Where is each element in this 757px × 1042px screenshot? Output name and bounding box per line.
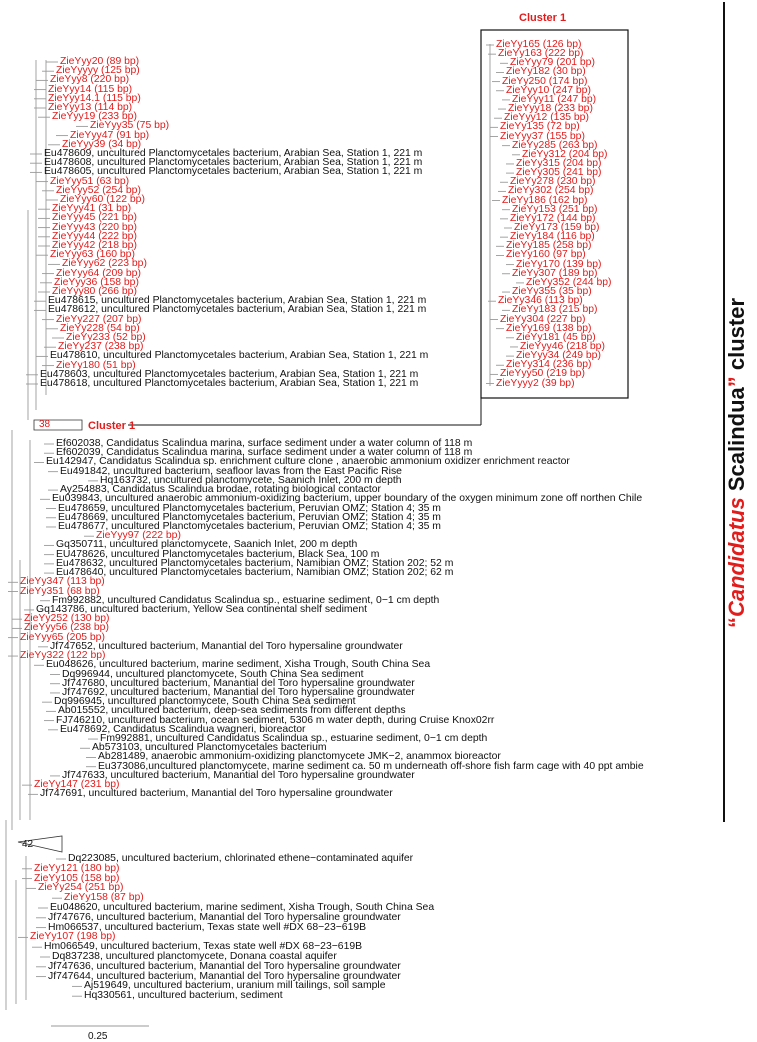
group-c-label: Hm066537, uncultured bacterium, Texas state well #DX 68−23−619B (48, 921, 367, 933)
group-b-label: Ef602038, Candidatus Scalindua marina, surface sediment under a water column of 118 m (56, 438, 473, 449)
cluster-box-label: ZieYy165 (126 bp) (496, 39, 582, 50)
group-c-label: ZieYy107 (198 bp) (30, 931, 116, 943)
group-b-label: Eu478677, uncultured Planctomycetales bacterium, Peruvian OMZ; Station 4; 35 m (58, 520, 441, 532)
group-c-label: Eu048620, uncultured bacterium, marine sediment, Xisha Trough, South China Sea (50, 902, 435, 913)
group-b-label: ZieYy252 (130 bp) (24, 613, 110, 625)
group-b-label: Gq143786, uncultured bacterium, Yellow Sea continental shelf sediment (36, 603, 367, 615)
group-b-label: Eu478640, uncultured Planctomycetales bacterium, Namibian OMZ; Station 202; 62 m (56, 567, 454, 579)
group-b-label: ZieYy347 (113 bp) (20, 576, 105, 588)
side-label-tail: cluster (724, 297, 749, 377)
cluster-box-label: ZieYyy12 (135 bp) (504, 112, 589, 124)
group-b-label: ZieYy351 (68 bp) (20, 585, 100, 597)
group-c-label: ZieYy121 (180 bp) (34, 862, 120, 874)
group-b-label: ZieYyy65 (205 bp) (20, 631, 105, 643)
group-a-label: Eu478618, uncultured Planctomycetales bacterium, Arabian Sea, Station 1, 221 m (40, 378, 419, 389)
group-b-label: Eu491842, uncultured bacterium, seafloor lavas from the East Pacific Rise (60, 465, 402, 477)
cluster-box-label: ZieYyy34 (249 bp) (516, 350, 601, 362)
side-label-scalindua: Scalindua (724, 387, 749, 492)
cluster-box-label: ZieYy352 (244 bp) (526, 276, 612, 288)
group-c-label: Hm066549, uncultured bacterium, Texas state well #DX 68−23−619B (44, 941, 363, 953)
cluster-box-label: ZieYy170 (139 bp) (516, 258, 602, 270)
group-b-label: Eu048626, uncultured bacterium, marine sediment, Xisha Trough, South China Sea (46, 659, 431, 671)
group-c-label: Dq837238, uncultured planctomycete, Donana coastal aquifer (52, 951, 337, 962)
cluster-box-label: ZieYyy10 (247 bp) (506, 84, 591, 96)
cluster-box-label: ZieYy163 (222 bp) (498, 48, 584, 60)
group-b-label: Eu039843, uncultured anaerobic ammonium-oxidizing bacterium, upper boundary of the oxygen minimum zone off northen Chile (52, 493, 643, 505)
group-c-label: Aj519649, uncultured bacterium, uranium mill tailings, soil sample (84, 980, 386, 992)
group-a-label: ZieYyy80 (266 bp) (52, 286, 137, 297)
group-b-label: Fm992882, uncultured Candidatus Scalindua sp., estuarine sediment, 0−1 cm depth (52, 594, 440, 606)
cluster-box-label: ZieYy278 (230 bp) (510, 176, 596, 188)
group-b-label: Hq163732, uncultured planctomycete, Saanich Inlet, 200 m depth (100, 474, 402, 486)
group-b-label: Eu478669, uncultured Planctomycetales bacterium, Peruvian OMZ; Station 4; 35 m (58, 511, 441, 523)
group-b-label: ZieYy322 (122 bp) (20, 650, 106, 662)
side-label-candidatus: Candidatus (724, 497, 749, 618)
cluster-box-label: ZieYy153 (251 bp) (512, 203, 598, 215)
cluster-box-label: ZieYyy37 (155 bp) (500, 130, 585, 142)
cluster-box-label: ZieYy312 (204 bp) (522, 148, 608, 160)
side-label-quote-open: “ (724, 617, 749, 629)
group-b-label: Dq996945, uncultured planctomycete, South China Sea sediment (54, 696, 356, 708)
group-c-label: Hq330561, uncultured bacterium, sediment (84, 990, 283, 1002)
group-a-label: ZieYyyyy (125 bp) (56, 65, 140, 77)
cluster-box-label: ZieYyy46 (218 bp) (520, 340, 605, 352)
cluster-box-label: ZieYy182 (30 bp) (506, 66, 586, 78)
group-a-label: ZieYyy14.1 (115 bp) (48, 92, 141, 104)
group-a-label: ZieYyy47 (91 bp) (70, 129, 150, 141)
group-b-label: Jf747680, uncultured bacterium, Manantial del Toro hypersaline groundwater (62, 677, 415, 689)
group-b-label: Eu142947, Candidatus Scalindua sp. enrichment culture clone , anaerobic ammonium oxidizer enrichment reactor (46, 456, 570, 468)
group-b-label: Ay254883, Candidatus Scalindua brodae, rotating biological contactor (60, 484, 381, 496)
cluster-box-label: ZieYy304 (227 bp) (500, 313, 586, 325)
group-a-label: ZieYy237 (238 bp) (58, 341, 144, 353)
cluster-box-label: ZieYy315 (204 bp) (516, 157, 602, 169)
group-a-label: Eu478609, uncultured Planctomycetales bacterium, Arabian Sea, Station 1, 221 m (44, 148, 423, 159)
cluster-box-label: ZieYy184 (116 bp) (510, 231, 595, 243)
cluster-box-label: ZieYy186 (162 bp) (502, 194, 588, 206)
collapsed-clade-38-count: 38 (39, 419, 51, 430)
cluster-1-title: Cluster 1 (519, 12, 567, 24)
group-a-label: ZieYy228 (54 bp) (60, 322, 140, 334)
group-b-label: Ab281489, anaerobic ammonium-oxidizing planctomycete JMK−2, anammox bioreactor (98, 751, 501, 763)
cluster-box-label: ZieYy173 (159 bp) (514, 222, 600, 233)
group-a-label: ZieYyy64 (209 bp) (56, 267, 141, 279)
cluster-box-label: ZieYy314 (236 bp) (506, 359, 592, 371)
group-a-label: ZieYyy20 (89 bp) (60, 56, 140, 67)
group-c-label: Jf747676, uncultured bacterium, Manantial del Toro hypersaline groundwater (48, 911, 401, 923)
cluster-box-label: ZieYy181 (45 bp) (516, 331, 596, 343)
cluster-box-label: ZieYy346 (113 bp) (498, 295, 583, 307)
cluster-box-label: ZieYy285 (263 bp) (512, 139, 598, 151)
cluster-box-label: ZieYy172 (144 bp) (510, 212, 596, 224)
group-b-label: Ef602039, Candidatus Scalindua marina, surface sediment under a water column of 118 m (56, 447, 473, 459)
cluster-box-label: ZieYy183 (215 bp) (512, 304, 598, 316)
cluster-box-label: ZieYy305 (241 bp) (516, 167, 602, 179)
group-a-label: ZieYyy41 (31 bp) (52, 203, 132, 215)
group-a-label: Eu478615, uncultured Planctomycetales bacterium, Arabian Sea, Station 1, 221 m (48, 295, 427, 307)
cluster-box-label: ZieYyy11 (247 bp) (512, 93, 597, 105)
side-label-quote-close: ” (724, 376, 749, 388)
cluster-box-label: ZieYy307 (189 bp) (512, 267, 598, 279)
scale-bar-label: 0.25 (88, 1031, 108, 1042)
cluster-1-marker-label: Cluster 1 (88, 420, 136, 432)
group-b-label: Eu478659, uncultured Planctomycetales bacterium, Peruvian OMZ; Station 4; 35 m (58, 502, 441, 514)
cluster-box-label: ZieYy135 (72 bp) (500, 121, 580, 133)
group-a-label: ZieYyy44 (222 bp) (52, 230, 137, 242)
cluster-box-label: ZieYy302 (254 bp) (508, 185, 594, 197)
group-b-label: Fm992881, uncultured Candidatus Scalindua sp., estuarine sediment, 0−1 cm depth (100, 733, 488, 745)
group-b-label: Jf747691, uncultured bacterium, Manantial del Toro hypersaline groundwater (40, 788, 393, 800)
group-a-label: Eu478603, uncultured Planctomycetales bacterium, Arabian Sea, Station 1, 221 m (40, 368, 419, 380)
group-b-label: FJ746210, uncultured bacterium, ocean sediment, 5306 m water depth, during Cruise Knox02rr (56, 714, 495, 726)
cluster-box-label: ZieYyyy2 (39 bp) (496, 377, 575, 389)
group-a-label: ZieYyy51 (63 bp) (50, 175, 130, 187)
cluster-box-label: ZieYy160 (97 bp) (506, 249, 586, 261)
group-b-label: Eu373086,uncultured planctomycete, marine sediment ca. 50 m underneath off-shore fish farm cage with 40 ppt ambie (98, 760, 644, 772)
group-a-label: Eu478612, uncultured Planctomycetales bacterium, Arabian Sea, Station 1, 221 m (48, 304, 427, 316)
group-b-label: Jf747633, uncultured bacterium, Manantial del Toro hypersaline groundwater (62, 769, 415, 781)
group-b-label: Jf747692, uncultured bacterium, Manantial del Toro hypersaline groundwater (62, 686, 415, 698)
group-a-label: ZieYyy62 (223 bp) (62, 258, 147, 270)
group-b-label: Eu478692, Candidatus Scalindua wagneri, bioreactor (60, 723, 306, 735)
group-a-label: ZieYyy43 (220 bp) (52, 221, 137, 233)
collapsed-clade-42-count: 42 (22, 839, 34, 850)
group-a-label: ZieYyy35 (75 bp) (90, 120, 170, 132)
group-b-label: Gq350711, uncultured planctomycete, Saanich Inlet, 200 m depth (56, 539, 358, 551)
group-a-label: ZieYyy39 (34 bp) (62, 138, 142, 150)
cluster-box-label: ZieYyy79 (201 bp) (510, 57, 595, 69)
cluster-box-label: ZieYy355 (35 bp) (512, 286, 592, 298)
side-cluster-label (722, 228, 752, 698)
cluster-box-label: ZieYy250 (174 bp) (502, 75, 588, 87)
group-c-label: Dq223085, uncultured bacterium, chlorinated ethene−contaminated aquifer (68, 853, 414, 864)
group-c-label: Jf747644, uncultured bacterium, Manantial del Toro hypersaline groundwater (48, 970, 401, 982)
cluster-box-label: ZieYy169 (138 bp) (506, 322, 592, 334)
group-c-label: ZieYy158 (87 bp) (64, 892, 144, 904)
group-b-label: ZieYy147 (231 bp) (34, 779, 120, 791)
cluster-box-label: ZieYyy50 (219 bp) (500, 368, 585, 380)
group-a-label: ZieYyy8 (220 bp) (50, 74, 130, 86)
group-a-label: ZieYyy52 (254 bp) (56, 184, 141, 196)
group-a-label: ZieYyy63 (160 bp) (50, 249, 135, 261)
group-c-label: ZieYy105 (158 bp) (34, 872, 120, 884)
group-b-label: Jf747652, uncultured bacterium, Manantial del Toro hypersaline groundwater (50, 640, 403, 652)
group-a-label: ZieYyy13 (114 bp) (48, 102, 133, 113)
group-a-label: ZieYyy42 (218 bp) (52, 240, 137, 251)
group-a-label: ZieYyy36 (158 bp) (54, 276, 139, 288)
cluster-box-label: ZieYyy18 (233 bp) (508, 103, 593, 115)
group-a-label: Eu478605, uncultured Planctomycetales bacterium, Arabian Sea, Station 1, 221 m (44, 166, 423, 178)
cluster-box-label: ZieYy185 (258 bp) (506, 240, 592, 252)
group-b-label: ZieYyy56 (238 bp) (24, 622, 109, 634)
group-b-label: Ab015552, uncultured bacterium, deep-sea sediments from different depths (58, 705, 406, 717)
group-a-label: Eu478608, uncultured Planctomycetales bacterium, Arabian Sea, Station 1, 221 m (44, 157, 423, 169)
group-c-label: ZieYy254 (251 bp) (38, 882, 124, 894)
group-a-label: ZieYy227 (207 bp) (56, 313, 142, 325)
group-a-label: ZieYy233 (52 bp) (66, 332, 146, 343)
group-b-label: EU478626, uncultured Planctomycetales bacterium, Black Sea, 100 m (56, 548, 380, 560)
group-a-label: ZieYyy19 (233 bp) (52, 111, 137, 123)
group-a-label: ZieYy180 (51 bp) (56, 359, 136, 371)
group-b-label: Dq996944, uncultured planctomycete, South China Sea sediment (62, 668, 364, 680)
group-a-label: ZieYyy60 (122 bp) (60, 194, 145, 205)
group-a-label: Eu478610, uncultured Planctomycetales bacterium, Arabian Sea, Station 1, 221 m (50, 350, 429, 362)
group-a-label: ZieYyy45 (221 bp) (52, 212, 137, 224)
group-a-label: ZieYyy14 (115 bp) (48, 83, 133, 95)
group-b-label: ZieYyy97 (222 bp) (96, 530, 181, 542)
group-b-label: Eu478632, uncultured Planctomycetales bacterium, Namibian OMZ; Station 202; 52 m (56, 557, 454, 569)
group-c-label: Jf747636, uncultured bacterium, Manantial del Toro hypersaline groundwater (48, 960, 401, 972)
group-b-label: Ab573103, uncultured Planctomycetales bacterium (92, 742, 327, 754)
